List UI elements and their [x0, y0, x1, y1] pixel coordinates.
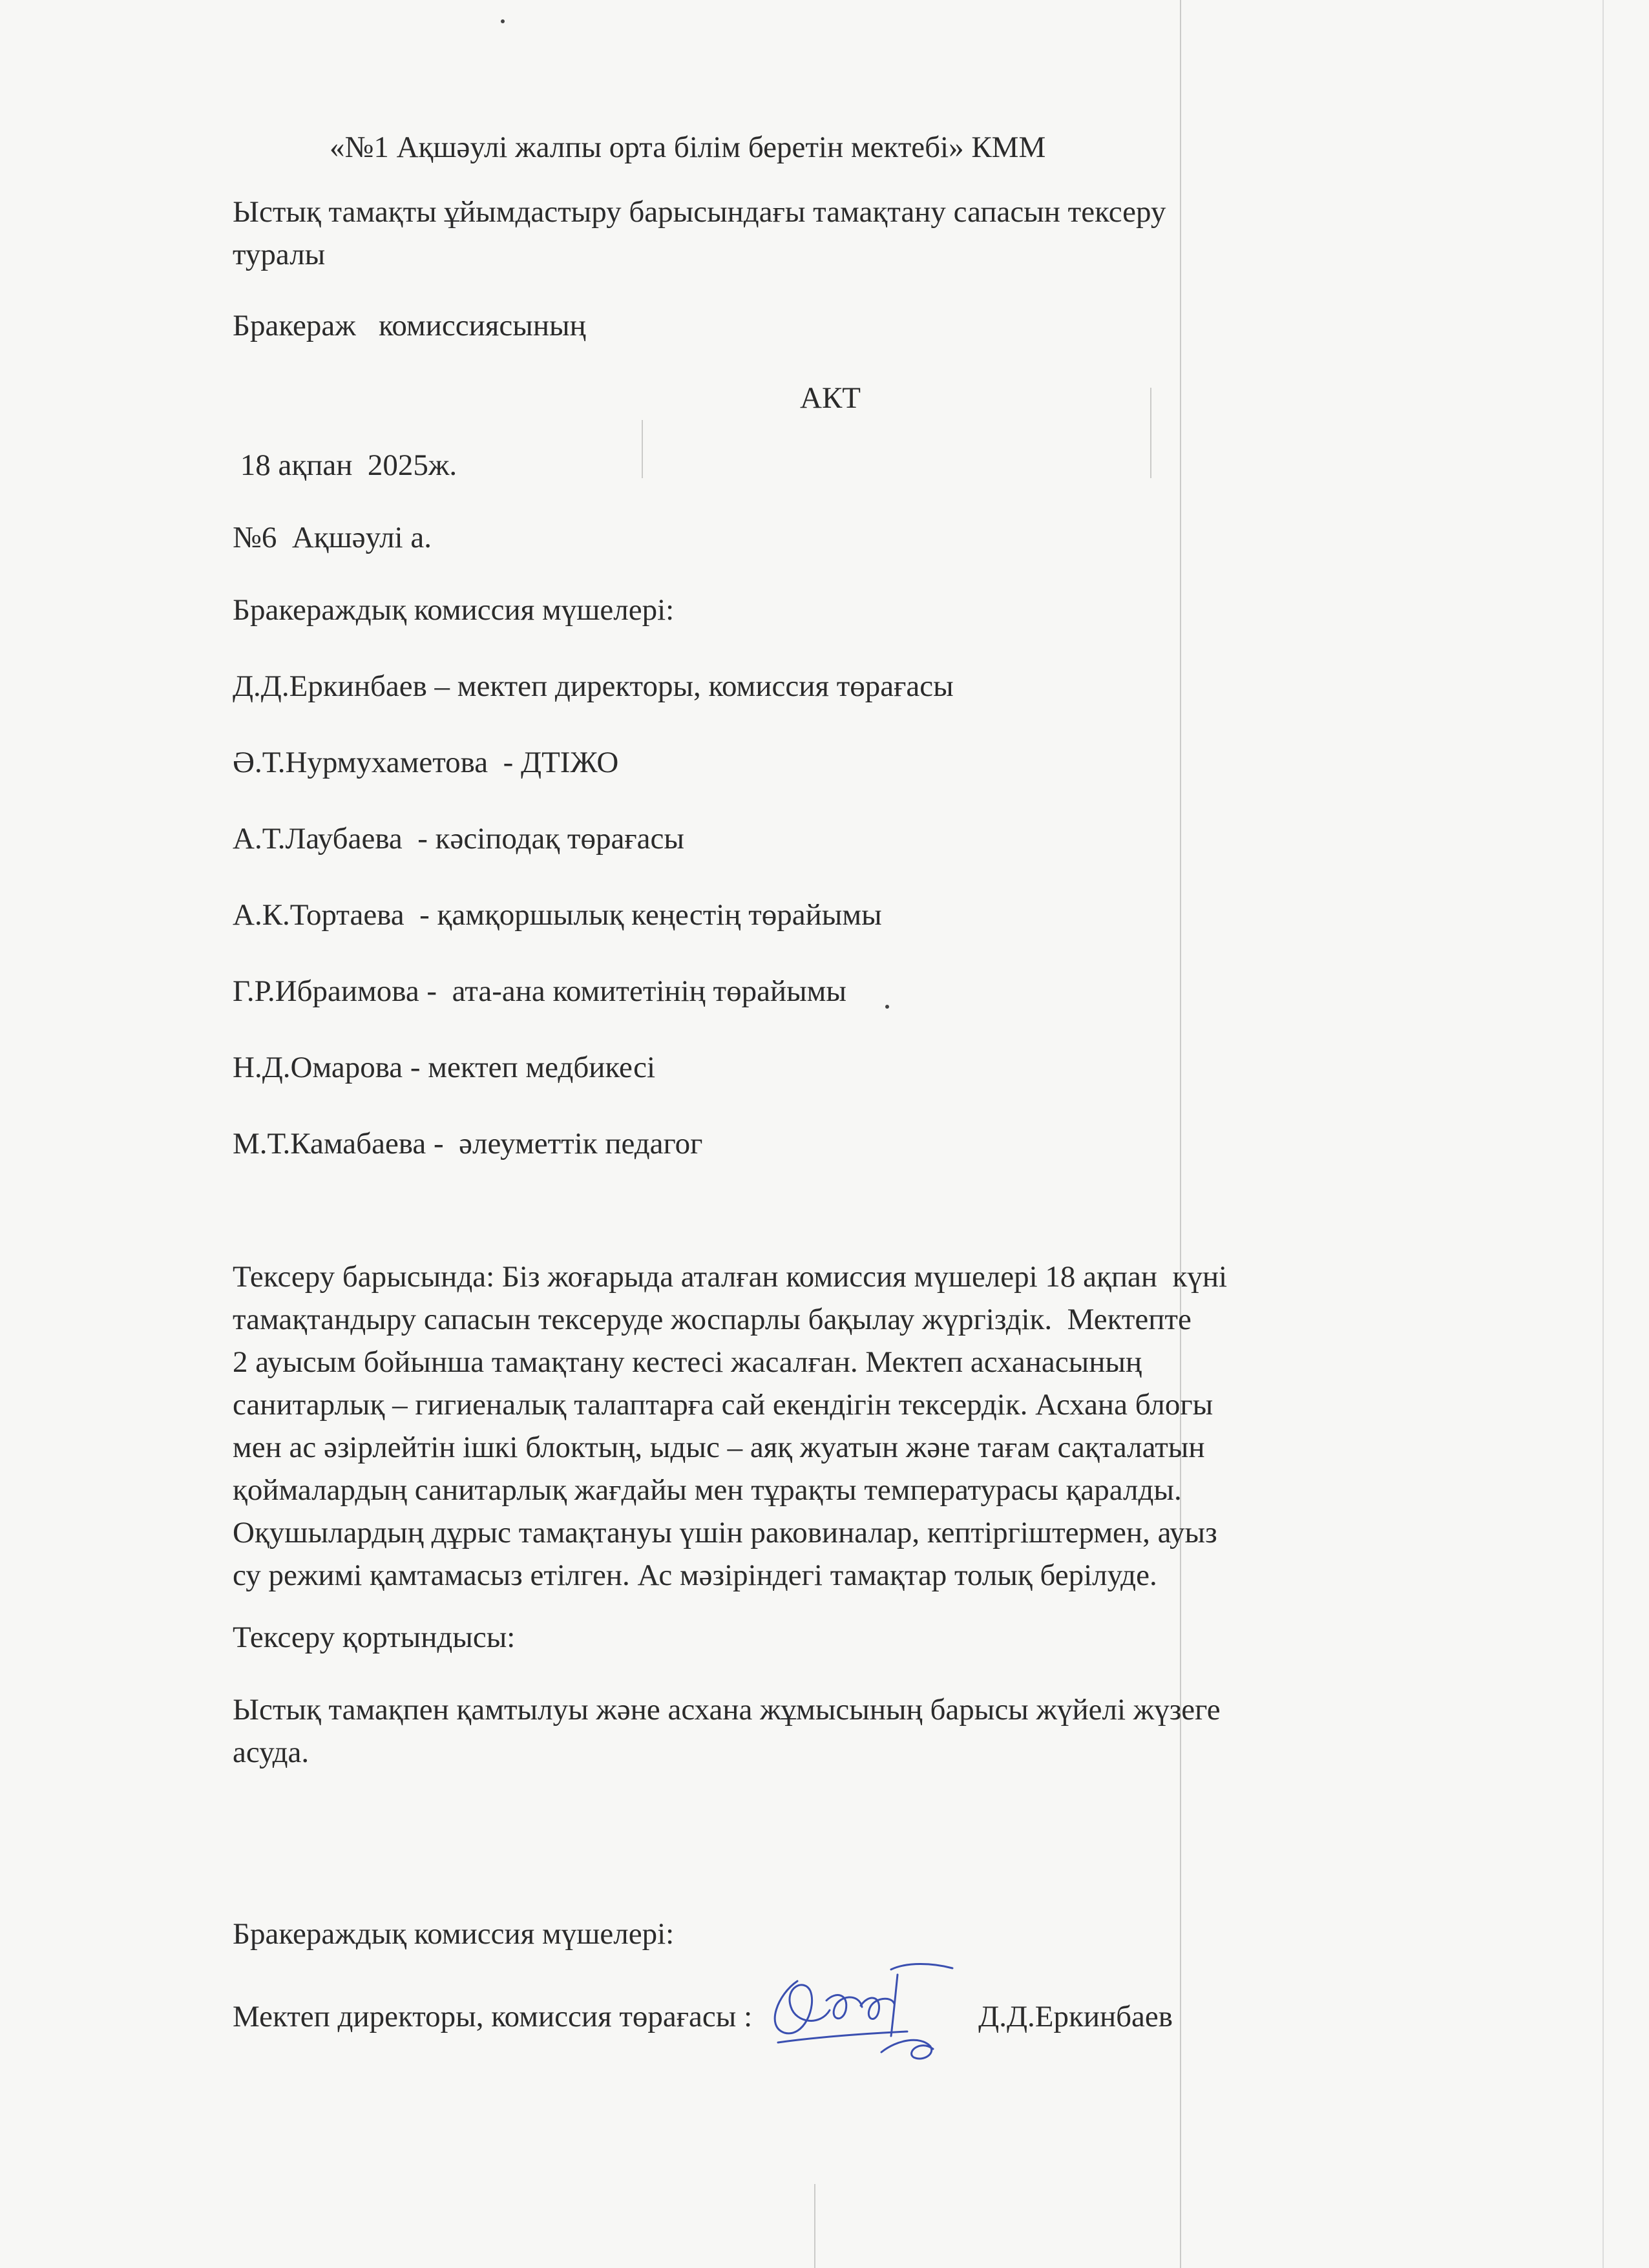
commission-label: Бракераж комиссиясының [233, 309, 586, 342]
conclusion-line: асуда. [233, 1736, 310, 1769]
document-subject [233, 191, 1512, 276]
director-signature-row [233, 1994, 1173, 2039]
inspection-line: Тексеру барысында: Біз жоғарыда аталған комиссия мүшелері 18 ақпан күні [233, 1260, 1228, 1294]
members-list [233, 589, 1512, 1165]
inspection-line: қоймалардың санитарлық жағдайы мен тұрақты температурасы қаралды. [233, 1473, 1182, 1507]
member-item: М.Т.Камабаева - әлеуметтік педагог [233, 1127, 703, 1160]
member-item: Г.Р.Ибраимова - ата-ана комитетінің төрайымы [233, 974, 846, 1008]
members-heading: Бракераждық комиссия мүшелері: [233, 593, 675, 627]
inspection-paragraph [233, 1255, 1512, 1597]
director-name: Д.Д.Еркинбаев [978, 2000, 1173, 2033]
conclusion-line: Ыстық тамақпен қамтылуы және асхана жұмысының барысы жүйелі жүзеге [233, 1693, 1221, 1727]
footer-members-heading: Бракераждық комиссия мүшелері: [233, 1917, 675, 1951]
scan-dot [501, 19, 505, 23]
inspection-line: су режимі қамтамасыз етілген. Ас мәзіріндегі тамақтар толық берілуде. [233, 1559, 1157, 1592]
act-title: АКТ [800, 381, 861, 415]
act-date: 18 ақпан 2025ж. [233, 448, 457, 482]
member-item: Н.Д.Омарова - мектеп медбикесі [233, 1051, 656, 1084]
signature-block [233, 1913, 1173, 2039]
conclusion-heading: Тексеру қортындысы: [233, 1621, 516, 1654]
signature-graphic [759, 1955, 965, 2078]
organization-header: «№1 Ақшәулі жалпы орта білім беретін мектебі» КММ [330, 131, 1046, 164]
member-item: Ә.Т.Нурмухаметова - ДТІЖО [233, 746, 619, 779]
inspection-line: мен ас әзірлейтін ішкі блоктың, ыдыс – аяқ жуатын және тағам сақталатын [233, 1431, 1205, 1464]
scan-line [1602, 0, 1604, 2268]
scan-line [814, 2184, 815, 2268]
act-place: №6 Ақшәулі а. [233, 521, 432, 554]
inspection-line: Оқушылардың дұрыс тамақтануы үшін раковиналар, кептіргіштермен, ауыз [233, 1516, 1217, 1549]
member-item: А.Т.Лаубаева - кәсіподақ төрағасы [233, 822, 684, 856]
inspection-line: 2 ауысым бойынша тамақтану кестесі жасалған. Мектеп асханасының [233, 1345, 1142, 1379]
director-label: Мектеп директоры, комиссия төрағасы : [233, 2000, 753, 2033]
inspection-line: тамақтандыру сапасын тексеруде жоспарлы бақылау жүргіздік. Мектепте [233, 1303, 1192, 1336]
handwritten-signature [759, 1955, 965, 2078]
inspection-line: санитарлық – гигиеналық талаптарға сай екендігін тексердік. Асхана блогы [233, 1388, 1213, 1422]
subject-line: Ыстық тамақты ұйымдастыру барысындағы тамақтану сапасын тексеру [233, 195, 1166, 229]
subject-line: туралы [233, 238, 326, 271]
document-body [233, 126, 1512, 1774]
conclusion-text [233, 1688, 1512, 1774]
member-item: Д.Д.Еркинбаев – мектеп директоры, комиссия төрағасы [233, 669, 954, 703]
member-item: А.К.Тортаева - қамқоршылық кеңестің төрайымы [233, 898, 882, 932]
